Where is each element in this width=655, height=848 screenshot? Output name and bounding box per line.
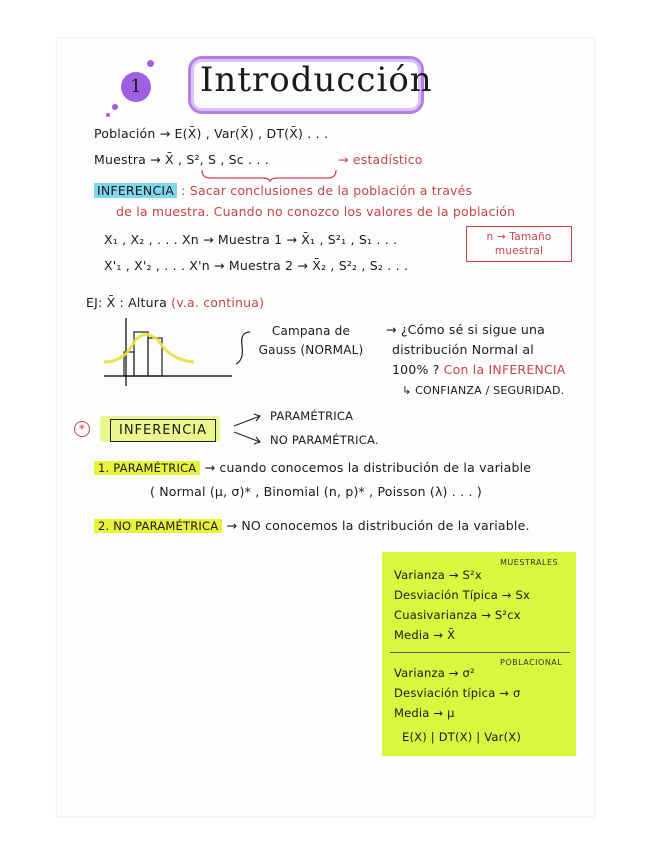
question-line2: distribución Normal al bbox=[392, 342, 534, 357]
inferencia-definition-line2: de la muestra. Cuando no conozco los valores de la población bbox=[116, 204, 516, 219]
bracket-mark bbox=[234, 328, 254, 368]
example-label: EJ: X̄ : Altura bbox=[86, 295, 167, 310]
parametrica-label: 1. PARAMÉTRICA bbox=[94, 461, 200, 475]
no-parametrica-text: → NO conocemos la distribución de la variable. bbox=[226, 518, 530, 533]
poblacional-item: Desviación típica → σ bbox=[394, 686, 521, 700]
muestra-line: Muestra → X̄ , S², S , Sc . . . bbox=[94, 152, 269, 167]
sticky-footer: E(X) | DT(X) | Var(X) bbox=[402, 730, 522, 744]
inferencia-box-label: INFERENCIA bbox=[110, 419, 216, 442]
decorative-dot bbox=[106, 113, 110, 117]
parametrica-examples: ( Normal (μ, σ)* , Binomial (n, p)* , Poisson (λ) . . . ) bbox=[150, 484, 482, 499]
sticky-note bbox=[382, 552, 576, 756]
tamano-muestral-box: n → Tamaño muestral bbox=[466, 226, 572, 262]
muestral-item: Media → X̄ bbox=[394, 628, 456, 642]
con-la-inferencia: Con la INFERENCIA bbox=[443, 362, 566, 377]
gauss-histogram-sketch bbox=[104, 318, 244, 398]
asterisk-marker: * bbox=[74, 421, 90, 437]
question-line3 bbox=[392, 362, 566, 377]
no-parametrica-label: 2. NO PARAMÉTRICA bbox=[94, 519, 222, 533]
page-title: Introducción bbox=[200, 60, 433, 100]
sample-2-line: X'₁ , X'₂ , . . . X'n → Muestra 2 → X̄₂ , S²₂ , S₂ . . . bbox=[104, 258, 409, 273]
inferencia-definition-line1 bbox=[94, 183, 472, 198]
section-number: 1 bbox=[121, 72, 151, 102]
inferencia-definition: : Sacar conclusiones de la población a través bbox=[181, 183, 473, 198]
poblacion-line: Población → E(X̄) , Var(X̄) , DT(X̄) . . . bbox=[94, 126, 329, 141]
no-parametrica-line bbox=[94, 518, 530, 533]
poblacional-item: Varianza → σ² bbox=[394, 666, 475, 680]
campana-gauss-label: Campana de Gauss (NORMAL) bbox=[258, 324, 364, 357]
parametrica-text: → cuando conocemos la distribución de la variable bbox=[204, 460, 532, 475]
branch-parametrica: PARAMÉTRICA bbox=[270, 409, 354, 423]
sticky-divider bbox=[390, 652, 570, 653]
parametrica-line bbox=[94, 460, 531, 475]
muestrales-label: MUESTRALES bbox=[500, 558, 559, 567]
muestral-item: Varianza → S²x bbox=[394, 568, 482, 582]
sample-1-line: X₁ , X₂ , . . . Xn → Muestra 1 → X̄₁ , S²₁ , S₁ . . . bbox=[104, 232, 398, 247]
question-line1: → ¿Cómo sé si sigue una bbox=[386, 322, 546, 337]
muestral-item: Desviación Típica → Sx bbox=[394, 588, 531, 602]
inferencia-highlight: INFERENCIA bbox=[94, 183, 177, 198]
poblacional-label: POBLACIONAL bbox=[500, 658, 563, 667]
example-type: (v.a. continua) bbox=[171, 295, 265, 310]
estadistico-brace bbox=[200, 168, 340, 182]
decorative-dot bbox=[112, 104, 118, 110]
branch-arrows bbox=[232, 412, 264, 446]
decorative-dot bbox=[147, 60, 154, 67]
branch-no-parametrica: NO PARAMÉTRICA. bbox=[270, 433, 379, 447]
poblacional-item: Media → μ bbox=[394, 706, 455, 720]
muestral-item: Cuasivarianza → S²cx bbox=[394, 608, 521, 622]
confianza-line: ↳ CONFIANZA / SEGURIDAD. bbox=[402, 384, 565, 397]
example-line bbox=[86, 295, 264, 310]
estadistico-label: → estadístico bbox=[338, 152, 423, 167]
question-percent: 100% ? bbox=[392, 362, 440, 377]
